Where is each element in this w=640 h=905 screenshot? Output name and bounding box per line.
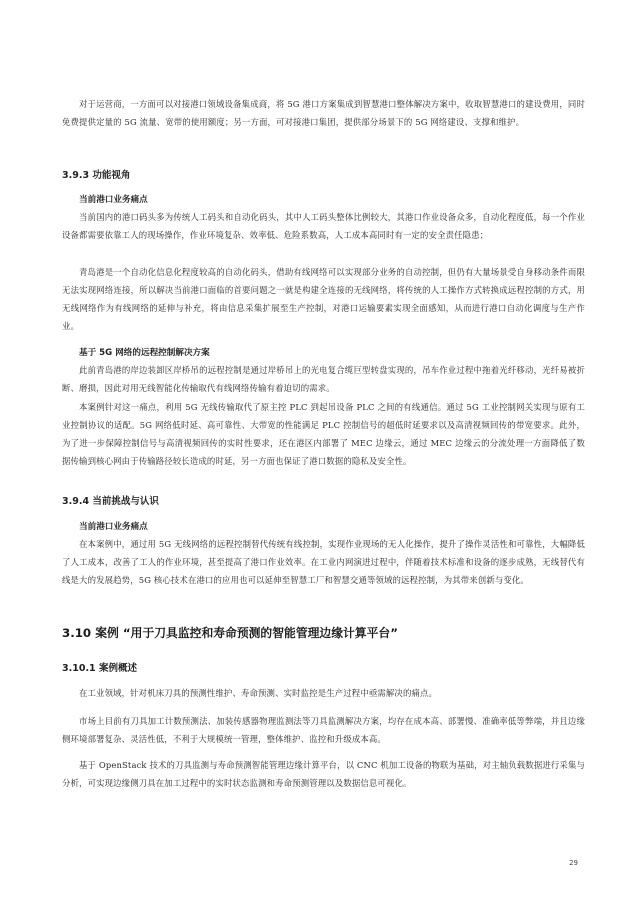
paragraph-challenge: 在本案例中，通过用 5G 无线网络的远程控制替代传统有线控制，实现作业现场的无人化操作，提升了操作灵活性和可靠性，大幅降低了人工成本，改善了工人的作业环境，甚至提高了港口作业效率。在工业内网演进过程中，伴随着技术标准和设备的逐步成熟，无线替代有线是大的发展趋势，5G 核心技术在港口的应用也可以延伸至智慧工厂和智慧交通等领域的远程控制，为其带来创新与变化。: [62, 539, 585, 585]
paragraph-overview-1: 在工业领域，针对机床刀具的预测性维护、寿命预测、实时监控是生产过程中亟需解决的痛点。: [79, 688, 438, 698]
subheading-solution: 基于 5G 网络的远程控制解决方案: [79, 348, 210, 358]
page-number: 29: [569, 859, 578, 867]
paragraph-solution-2: 本案例针对这一痛点，利用 5G 无线传输取代了原主控 PLC 到起吊设备 PLC 之间的有线通信。通过 5G 工业控制网关实现与原有工业控制协议的适配。5G 网络低时延、高可靠性、大带宽的性能满足 PLC 控制信号的超低时延要求以及高清视频回传的带宽要求。此外，为了进一步保障控制信号与高清视频回传的实时性要求，还在港区内部署了 MEC 边缘云，通过 MEC 边缘云的分流处理一方面降低了数据传输到核心网由于传输路径较长造成的时延，另一方面也保证了港口数据的隐私及安全性。: [62, 402, 585, 466]
paragraph-qingdao: 青岛港是一个自动化信息化程度较高的自动化码头，借助有线网络可以实现部分业务的自动控制，但仍有大量场景受自身移动条件而限无法实现网络连接，所以解决当前港口面临的首要问题之一就是构建全连接的无线网络，将传统的人工操作方式转换成远程控制的方式，用无线网络作为有线网络的延伸与补充，将由信息采集扩展至生产控制，对港口运输要素实现全面感知，从而进行港口自动化调度与生产作业。: [62, 267, 585, 331]
paragraph-overview-3: 基于 OpenStack 技术的刀具监测与寿命预测智能管理边缘计算平台，以 CNC 机加工设备的物联为基础，对主轴负载数据进行采集与分析，可实现边缘侧刀具在加工过程中的实时状态监测和寿命预测管理以及数据信息可视化。: [62, 760, 585, 788]
heading-3-9-4: 3.9.4 当前挑战与认识: [62, 496, 159, 507]
paragraph-operator: 对于运营商，一方面可以对接港口领域设备集成商，将 5G 港口方案集成到智慧港口整体解决方案中，收取智慧港口的建设费用，同时免费提供定量的 5G 流量、宽带的使用额度；另一方面，可对接港口集团，提供部分场景下的 5G 网络建设、支撑和维护。: [62, 99, 585, 127]
heading-3-10: 3.10 案例 “用于刀具监控和寿命预测的智能管理边缘计算平台”: [62, 626, 398, 640]
paragraph-overview-2: 市场上目前有刀具加工计数预测法、加装传感器物理监测法等刀具监测解决方案，均存在成本高、部署慢、准确率低等弊端，并且边缘侧环境部署复杂、灵活性低，不利于大规模统一管理，整体维护、监控和升级成本高。: [62, 716, 585, 744]
heading-3-10-1: 3.10.1 案例概述: [62, 663, 137, 674]
subheading-port-pain-2: 当前港口业务痛点: [79, 522, 148, 532]
paragraph-solution-1: 此前青岛港的岸边装卸区岸桥吊的远程控制是通过岸桥吊上的光电复合缆巨型转盘实现的，吊车作业过程中拖着光纤移动，光纤易被折断、磨损，因此对用无线智能化传输取代有线网络传输有着迫切的需求。: [62, 365, 585, 393]
subheading-port-pain: 当前港口业务痛点: [79, 195, 148, 205]
paragraph-port-pain: 当前国内的港口码头多为传统人工码头和自动化码头，其中人工码头整体比例较大，其港口作业设备众多，自动化程度低，每一个作业设备都需要依靠工人的现场操作，作业环境复杂、效率低、危险系数高，人工成本高同时有一定的安全责任隐患；: [62, 212, 585, 240]
heading-3-9-3: 3.9.3 功能视角: [62, 170, 131, 181]
